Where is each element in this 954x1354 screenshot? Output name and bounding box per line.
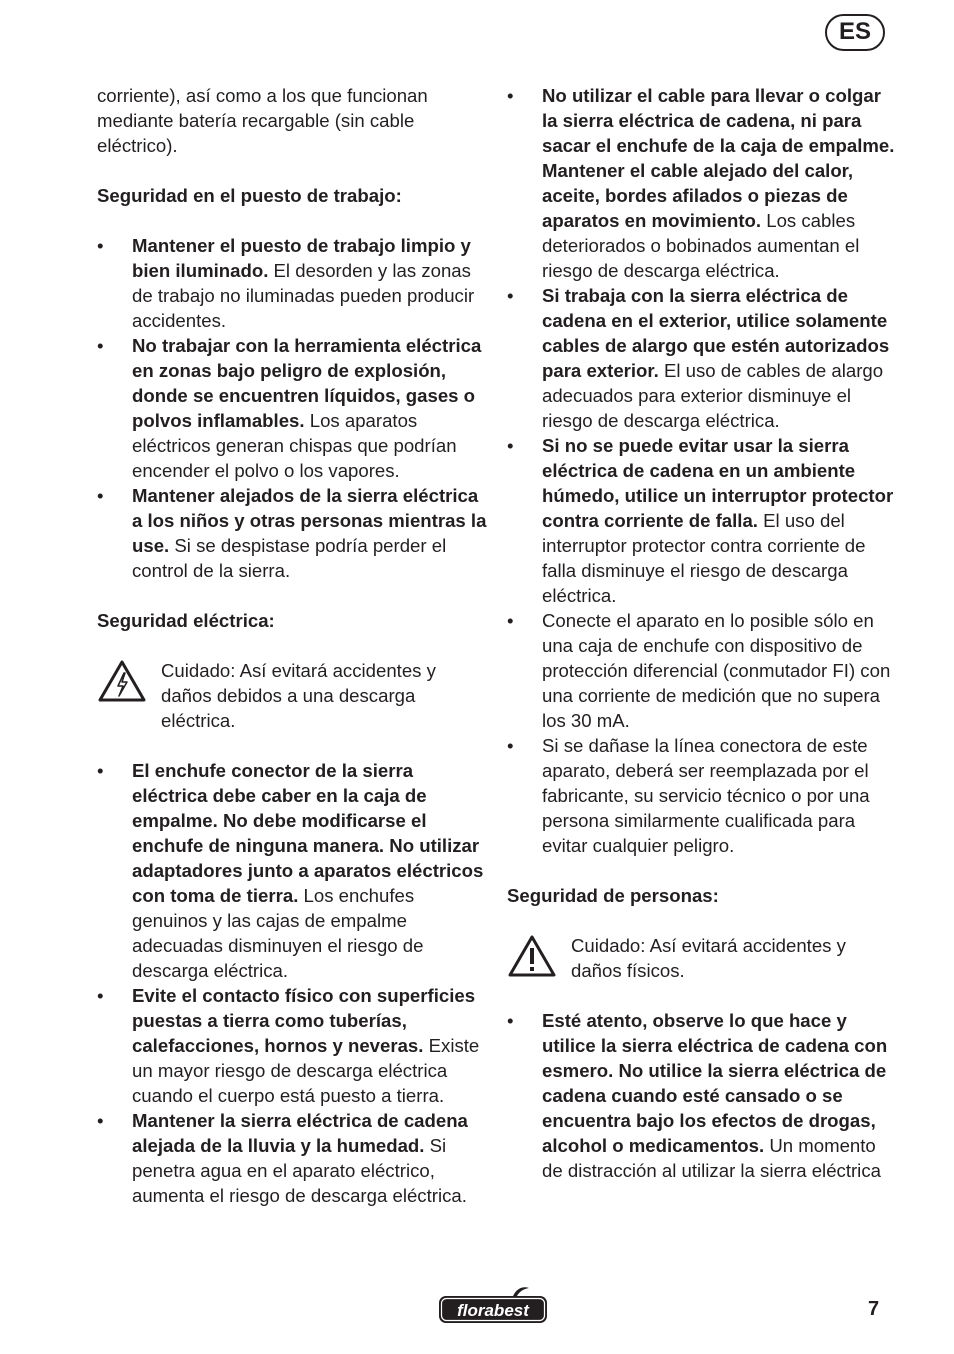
right-column <box>507 83 897 1183</box>
workplace-safety-list <box>97 233 487 583</box>
list-item: • El enchufe conector de la sierra eléctrica debe caber en la caja de empalme. No debe modificarse el enchufe de ninguna manera. No utilizar adaptadores junto a aparatos eléctricos con toma de tierra. Los enchufes genuinos y las cajas de empalme adecuadas disminuyen el riesgo de descarga eléctrica. <box>97 758 487 983</box>
page-number: 7 <box>868 1298 880 1320</box>
list-item: • Mantener el puesto de trabajo limpio y bien iluminado. El desorden y las zonas de trabajo no iluminadas pueden producir accidentes. <box>97 233 487 333</box>
workplace-safety-heading: Seguridad en el puesto de trabajo: <box>97 185 402 206</box>
personal-safety-heading: Seguridad de personas: <box>507 885 719 906</box>
list-item: • Esté atento, observe lo que hace y utilice la sierra eléctrica de cadena con esmero. No utilice la sierra eléctrica de cadena cuando esté cansado o se encuentra bajo los efectos de drogas, alcohol o medicamentos. Un momento de distracción al utilizar la sierra eléctrica <box>507 1008 897 1183</box>
personal-safety-list <box>507 1008 897 1183</box>
list-item: • Si se dañase la línea conectora de este aparato, deberá ser reemplazada por el fabricante, su servicio técnico o por una persona similarmente cualificada para evitar cualquier peligro. <box>507 733 897 858</box>
personal-warning-text: Cuidado: Así evitará accidentes y daños físicos. <box>571 935 846 981</box>
electrical-warning-text: Cuidado: Así evitará accidentes y daños debidos a una descarga eléctrica. <box>161 660 436 731</box>
electrical-safety-list-continued <box>507 83 897 858</box>
electrical-safety-heading: Seguridad eléctrica: <box>97 610 275 631</box>
list-item: • Mantener la sierra eléctrica de cadena alejada de la lluvia y la humedad. Si penetra agua en el aparato eléctrico, aumenta el riesgo de descarga eléctrica. <box>97 1108 487 1208</box>
language-badge: ES <box>825 14 885 51</box>
florabest-logo <box>437 1286 549 1326</box>
electric-hazard-icon <box>97 659 147 703</box>
warning-exclamation-icon <box>507 934 557 978</box>
list-item: • No trabajar con la herramienta eléctrica en zonas bajo peligro de explosión, donde se encuentren líquidos, gases o polvos inflamables. Los aparatos eléctricos generan chispas que podrían encender el polvo o los vapores. <box>97 333 487 483</box>
list-item: • Evite el contacto físico con superficies puestas a tierra como tuberías, calefacciones, hornos y neveras. Existe un mayor riesgo de descarga eléctrica cuando el cuerpo está puesto a tierra. <box>97 983 487 1108</box>
left-column <box>97 83 487 1208</box>
list-item: • Conecte el aparato en lo posible sólo en una caja de enchufe con dispositivo de protección diferencial (conmutador FI) con una corriente de medición que no supera los 30 mA. <box>507 608 897 733</box>
list-item: • Si no se puede evitar usar la sierra eléctrica de cadena en un ambiente húmedo, utilice un interruptor protector contra corriente de falla. El uso del interruptor protector contra corriente de falla disminuye el riesgo de descarga eléctrica. <box>507 433 897 608</box>
list-item: • Mantener alejados de la sierra eléctrica a los niños y otras personas mientras la use. Si se despistase podría perder el control de la sierra. <box>97 483 487 583</box>
intro-paragraph: corriente), así como a los que funcionan mediante batería recargable (sin cable eléctrico). <box>97 85 428 156</box>
electrical-safety-list <box>97 758 487 1208</box>
svg-text:florabest: florabest <box>457 1301 529 1320</box>
list-item: • No utilizar el cable para llevar o colgar la sierra eléctrica de cadena, ni para sacar el enchufe de la caja de empalme. Mantener el cable alejado del calor, aceite, bordes afilados o piezas de aparatos en movimiento. Los cables deteriorados o bobinados aumentan el riesgo de descarga eléctrica. <box>507 83 897 283</box>
electrical-warning <box>97 658 487 733</box>
list-item: • Si trabaja con la sierra eléctrica de cadena en el exterior, utilice solamente cables de alargo que estén autorizados para exterior. El uso de cables de alargo adecuados para exterior disminuye el riesgo de descarga eléctrica. <box>507 283 897 433</box>
personal-warning <box>507 933 897 983</box>
